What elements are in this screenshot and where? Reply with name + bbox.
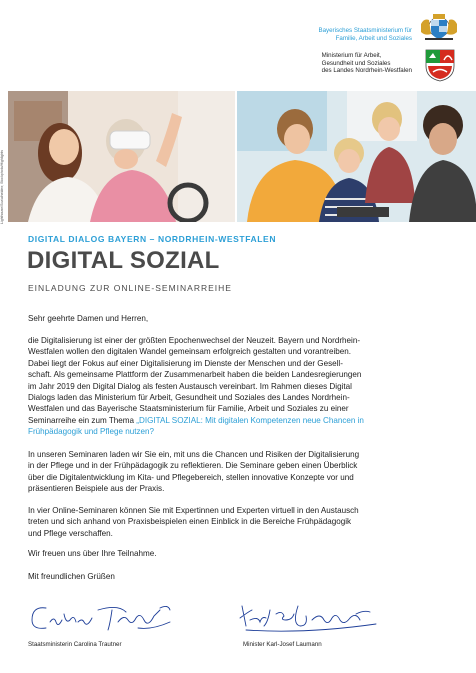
nrw-ministry-name: Ministerium für Arbeit, Gesundheit und Soziales des Landes Nordrhein-Westfalen xyxy=(321,52,412,75)
photo-credit: Lighthouse/Sozialhelden; Stockphoto/Highlights xyxy=(0,150,4,224)
seminar-description-paragraph: In unseren Seminaren laden wir Sie ein, mit uns die Chancen und Risiken der Digitalisierung in der Pflege und in der Frühpädagogik zu reflektieren. Die Seminare geben einen Überblick über die Digitalentwicklung im Kita- und Pflegebereich, stellen innovative Konzepte vor und präsentieren Beispiele aus der Praxis. xyxy=(28,450,360,494)
seminar-topic-highlight-continued: Frühpädagogik und Pflege nutzen? xyxy=(28,427,154,437)
family-scene-illustration xyxy=(237,91,476,222)
page-subtitle: EINLADUNG ZUR ONLINE-SEMINARREIHE xyxy=(28,283,232,293)
seminar-topic-highlight: „DIGITAL SOZIAL: Mit digitalen Kompetenzen neue Chancen in xyxy=(136,415,364,425)
intro-paragraph: die Digitalisierung ist einer der größten Epochenwechsel der Neuzeit. Bayern und Nordrhein- Westfalen wollen den digitalen Wandel gemeinsam erfolgreich gestalten und vorantreiben. Dabei liegt der Fokus auf einer Digitalisierung im Dienste der Menschen und der Gesell- schaft. Als gemeinsame Plattform der Zusammenarbeit haben die beiden Landesregierungen im Jahr 2019 den Digital Dialog als festen Austausch vereinbart. Im Rahmen dieses Digital Dialogs laden das Ministerium für Arbeit, Gesundheit und Soziales des Landes Nordrhein- Westfalen und das Bayerische Staatsministerium für Familie, Arbeit und Soziales zu einer Seminarreihe ein zum Thema „DIGITAL SOZIAL: Mit digitalen Kompetenzen neue Chancen in Frühpädagogik und Pflege nutzen? xyxy=(28,335,458,438)
header-photos xyxy=(8,91,476,222)
eyebrow-heading: DIGITAL DIALOG BAYERN – NORDRHEIN-WESTFALEN xyxy=(28,234,277,244)
signer-name-left: Staatsministerin Carolina Trautner xyxy=(28,641,122,648)
online-seminar-paragraph: In vier Online-Seminaren können Sie mit Expertinnen und Experten virtuell in den Austausch treten und sich anhand von Praxisbeispielen einen Einblick in die Bereiche Frühpädagogik und Pflege verschaffen. xyxy=(28,506,359,538)
signer-name-right: Minister Karl-Josef Laumann xyxy=(243,641,322,648)
bavaria-ministry-name: Bayerisches Staatsministerium für Familie, Arbeit und Soziales xyxy=(318,27,412,42)
signature-laumann xyxy=(236,600,386,636)
closing-greeting: Mit freundlichen Grüßen xyxy=(28,572,115,581)
photo-vr-grandmother xyxy=(8,91,235,222)
letterhead xyxy=(0,0,476,90)
signature-trautner xyxy=(28,600,178,636)
photo-family-tablet xyxy=(237,91,476,222)
vr-scene-illustration xyxy=(8,91,235,222)
salutation: Sehr geehrte Damen und Herren, xyxy=(28,314,149,323)
nrw-coat-of-arms-icon xyxy=(424,48,456,82)
closing-invitation: Wir freuen uns über Ihre Teilnahme. xyxy=(28,549,157,558)
page-title: DIGITAL SOZIAL xyxy=(27,247,220,274)
bavarian-coat-of-arms-icon xyxy=(417,12,461,42)
